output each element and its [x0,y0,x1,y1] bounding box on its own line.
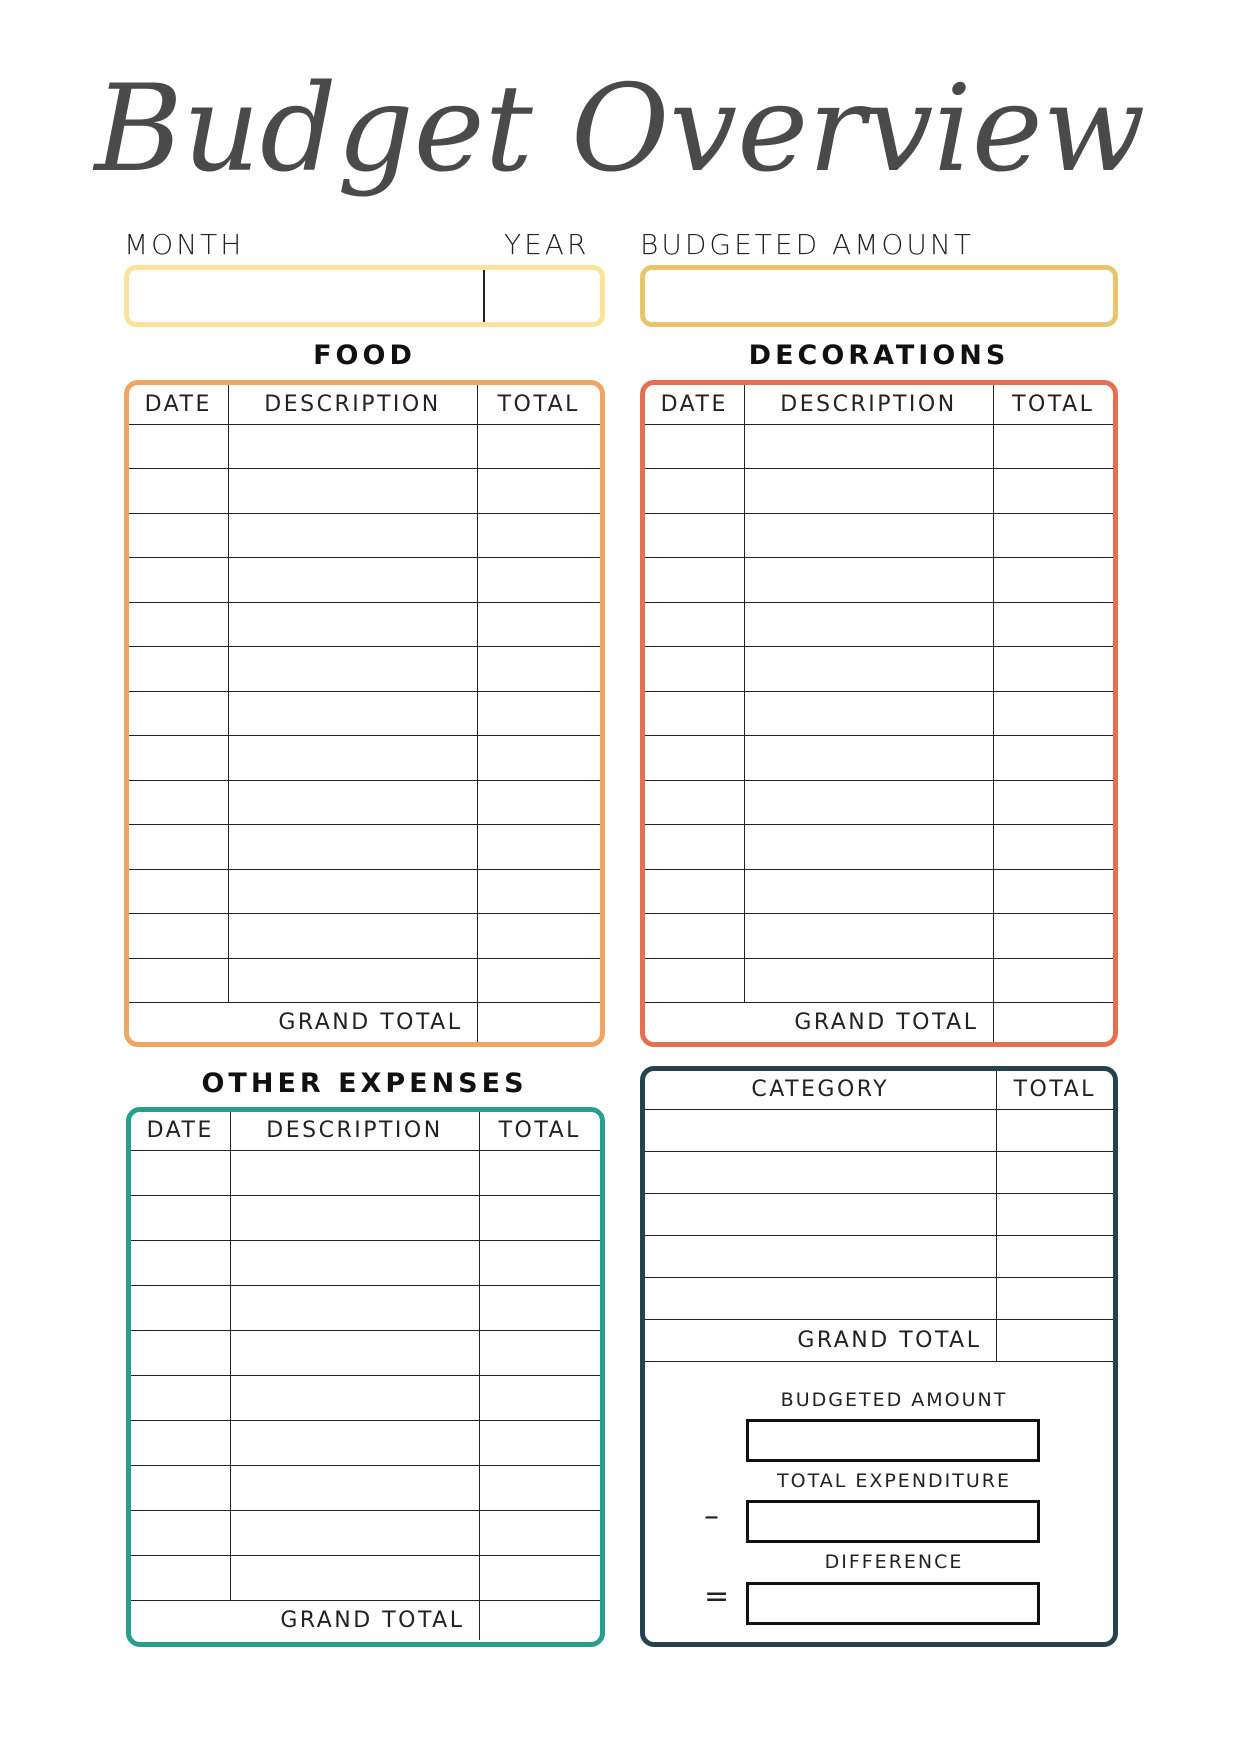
date-cell[interactable] [131,1465,230,1510]
total-cell[interactable] [477,469,600,514]
category-cell[interactable] [645,1151,996,1193]
date-cell[interactable] [131,1150,230,1195]
total-cell[interactable] [477,513,600,558]
date-cell[interactable] [645,869,744,914]
other-expenses-section-title: OTHER EXPENSES [201,1068,528,1099]
total-cell[interactable] [993,825,1113,870]
total-cell[interactable] [996,1193,1113,1235]
description-cell[interactable] [228,736,477,781]
table-row [645,1151,1113,1193]
table-row [129,558,600,603]
description-cell[interactable] [228,869,477,914]
description-header: DESCRIPTION [228,385,477,424]
grand-total-row [645,1003,1113,1043]
table-row [645,602,1113,647]
table-row [131,1510,600,1555]
total-cell[interactable] [479,1465,600,1510]
table-row [645,914,1113,959]
date-cell[interactable] [129,780,228,825]
grand-total-row [645,1319,1113,1361]
description-cell[interactable] [744,513,993,558]
description-cell[interactable] [228,825,477,870]
description-cell[interactable] [228,914,477,959]
grand-total-row [129,1003,600,1043]
description-cell[interactable] [230,1465,479,1510]
total-expenditure-label: TOTAL EXPENDITURE [777,1470,1011,1492]
date-cell[interactable] [645,958,744,1003]
table-row [645,558,1113,603]
description-cell[interactable] [744,647,993,692]
total-cell[interactable] [477,780,600,825]
budgeted-amount-label: BUDGETED AMOUNT [640,228,974,261]
total-header: TOTAL [479,1112,600,1150]
description-cell[interactable] [228,958,477,1003]
summary-budgeted-amount-field[interactable] [746,1419,1040,1462]
table-row [129,691,600,736]
month-year-divider [483,270,485,322]
date-header: DATE [129,385,228,424]
total-cell[interactable] [477,958,600,1003]
grand-total-label: GRAND TOTAL [645,1003,993,1043]
date-cell[interactable] [129,869,228,914]
total-cell[interactable] [477,736,600,781]
grand-total-label: GRAND TOTAL [131,1600,479,1640]
total-cell[interactable] [993,691,1113,736]
date-cell[interactable] [645,513,744,558]
total-cell[interactable] [479,1375,600,1420]
total-cell[interactable] [477,825,600,870]
description-cell[interactable] [230,1375,479,1420]
date-cell[interactable] [131,1420,230,1465]
decorations-table [640,380,1118,1047]
description-cell[interactable] [744,558,993,603]
date-cell[interactable] [131,1510,230,1555]
total-header: TOTAL [996,1071,1113,1109]
description-cell[interactable] [228,424,477,469]
date-cell[interactable] [645,558,744,603]
description-cell[interactable] [230,1195,479,1240]
difference-field[interactable] [746,1582,1040,1625]
page-title [0,40,1237,240]
total-cell[interactable] [996,1235,1113,1277]
table-row [131,1150,600,1195]
description-header: DESCRIPTION [744,385,993,424]
total-cell[interactable] [479,1195,600,1240]
date-cell[interactable] [131,1330,230,1375]
table-row [645,825,1113,870]
summary-panel [640,1066,1118,1647]
description-cell[interactable] [230,1240,479,1285]
equals-symbol: = [704,1579,730,1614]
table-header-row [645,1071,1113,1109]
total-expenditure-field[interactable] [746,1500,1040,1543]
description-cell[interactable] [228,780,477,825]
date-cell[interactable] [645,469,744,514]
date-cell[interactable] [129,958,228,1003]
summary-budgeted-amount-label: BUDGETED AMOUNT [780,1389,1008,1411]
description-cell[interactable] [228,469,477,514]
table-row [131,1240,600,1285]
date-cell[interactable] [129,691,228,736]
grand-total-value[interactable] [996,1319,1113,1361]
date-header: DATE [645,385,744,424]
table-row [645,1193,1113,1235]
total-cell[interactable] [993,647,1113,692]
table-row [129,647,600,692]
total-cell[interactable] [479,1150,600,1195]
description-cell[interactable] [230,1555,479,1600]
table-row [645,780,1113,825]
date-cell[interactable] [129,647,228,692]
total-cell[interactable] [993,958,1113,1003]
table-row [645,958,1113,1003]
description-cell[interactable] [744,869,993,914]
description-cell[interactable] [744,825,993,870]
description-cell[interactable] [230,1150,479,1195]
total-cell[interactable] [479,1240,600,1285]
total-cell[interactable] [479,1510,600,1555]
description-cell[interactable] [228,691,477,736]
grand-total-label: GRAND TOTAL [129,1003,477,1043]
total-cell[interactable] [993,513,1113,558]
total-cell[interactable] [996,1277,1113,1319]
total-cell[interactable] [479,1420,600,1465]
year-label: YEAR [504,228,590,261]
table-row [131,1330,600,1375]
date-cell[interactable] [645,825,744,870]
category-cell[interactable] [645,1235,996,1277]
table-row [131,1555,600,1600]
total-cell[interactable] [993,736,1113,781]
table-row [129,958,600,1003]
total-cell[interactable] [993,602,1113,647]
table-row [645,1235,1113,1277]
table-header-row [129,385,600,424]
total-cell[interactable] [993,424,1113,469]
date-cell[interactable] [645,780,744,825]
description-cell[interactable] [230,1510,479,1555]
table-row [131,1195,600,1240]
date-cell[interactable] [129,513,228,558]
total-cell[interactable] [479,1285,600,1330]
category-cell[interactable] [645,1277,996,1319]
date-cell[interactable] [131,1555,230,1600]
category-header: CATEGORY [645,1071,996,1109]
description-cell[interactable] [228,647,477,692]
description-cell[interactable] [744,691,993,736]
table-row [645,691,1113,736]
table-row [645,1109,1113,1151]
total-cell[interactable] [477,914,600,959]
budgeted-amount-field[interactable] [640,265,1118,327]
date-cell[interactable] [129,602,228,647]
total-cell[interactable] [477,602,600,647]
table-row [129,869,600,914]
date-cell[interactable] [645,647,744,692]
table-row [645,513,1113,558]
table-header-row [131,1112,600,1150]
grand-total-value[interactable] [479,1600,600,1640]
table-row [129,424,600,469]
total-cell[interactable] [479,1330,600,1375]
date-cell[interactable] [129,736,228,781]
table-row [645,736,1113,781]
grand-total-value[interactable] [477,1003,600,1043]
description-cell[interactable] [744,424,993,469]
minus-symbol: – [704,1499,719,1534]
total-cell[interactable] [477,869,600,914]
description-header: DESCRIPTION [230,1112,479,1150]
table-row [645,424,1113,469]
grand-total-label: GRAND TOTAL [645,1319,996,1361]
date-cell[interactable] [131,1240,230,1285]
description-cell[interactable] [230,1285,479,1330]
description-cell[interactable] [230,1330,479,1375]
total-cell[interactable] [477,647,600,692]
date-cell[interactable] [129,558,228,603]
description-cell[interactable] [228,513,477,558]
food-section-title: FOOD [313,340,416,371]
description-cell[interactable] [744,736,993,781]
table-row [131,1375,600,1420]
table-row [645,647,1113,692]
total-cell[interactable] [993,914,1113,959]
table-row [129,602,600,647]
other-expenses-table [126,1107,605,1647]
description-cell[interactable] [744,469,993,514]
title-text: Budget Overview [94,60,1146,199]
date-cell[interactable] [645,424,744,469]
date-cell[interactable] [645,691,744,736]
description-cell[interactable] [744,780,993,825]
total-cell[interactable] [479,1555,600,1600]
table-row [131,1420,600,1465]
table-header-row [645,385,1113,424]
table-row [645,869,1113,914]
total-cell[interactable] [993,469,1113,514]
total-cell[interactable] [996,1109,1113,1151]
date-cell[interactable] [129,914,228,959]
table-row [129,736,600,781]
date-cell[interactable] [131,1375,230,1420]
total-header: TOTAL [993,385,1113,424]
total-cell[interactable] [993,780,1113,825]
date-cell[interactable] [131,1195,230,1240]
table-row [129,914,600,959]
table-row [129,469,600,514]
date-header: DATE [131,1112,230,1150]
date-cell[interactable] [129,825,228,870]
grand-total-value[interactable] [993,1003,1113,1043]
table-row [129,780,600,825]
date-cell[interactable] [129,469,228,514]
description-cell[interactable] [744,914,993,959]
description-cell[interactable] [228,602,477,647]
description-cell[interactable] [228,558,477,603]
table-row [131,1465,600,1510]
total-cell[interactable] [477,424,600,469]
date-cell[interactable] [645,736,744,781]
month-year-field[interactable] [124,265,605,327]
date-cell[interactable] [645,914,744,959]
food-table [124,380,605,1047]
table-row [129,825,600,870]
difference-label: DIFFERENCE [824,1551,964,1573]
description-cell[interactable] [744,958,993,1003]
category-cell[interactable] [645,1109,996,1151]
date-cell[interactable] [129,424,228,469]
date-cell[interactable] [131,1285,230,1330]
total-cell[interactable] [996,1151,1113,1193]
total-cell[interactable] [477,691,600,736]
description-cell[interactable] [230,1420,479,1465]
table-row [645,1277,1113,1319]
date-cell[interactable] [645,602,744,647]
table-row [131,1285,600,1330]
category-cell[interactable] [645,1193,996,1235]
decorations-section-title: DECORATIONS [748,340,1010,371]
table-row [129,513,600,558]
total-cell[interactable] [477,558,600,603]
total-cell[interactable] [993,558,1113,603]
description-cell[interactable] [744,602,993,647]
month-label: MONTH [124,228,245,261]
grand-total-row [131,1600,600,1640]
total-cell[interactable] [993,869,1113,914]
total-header: TOTAL [477,385,600,424]
table-row [645,469,1113,514]
